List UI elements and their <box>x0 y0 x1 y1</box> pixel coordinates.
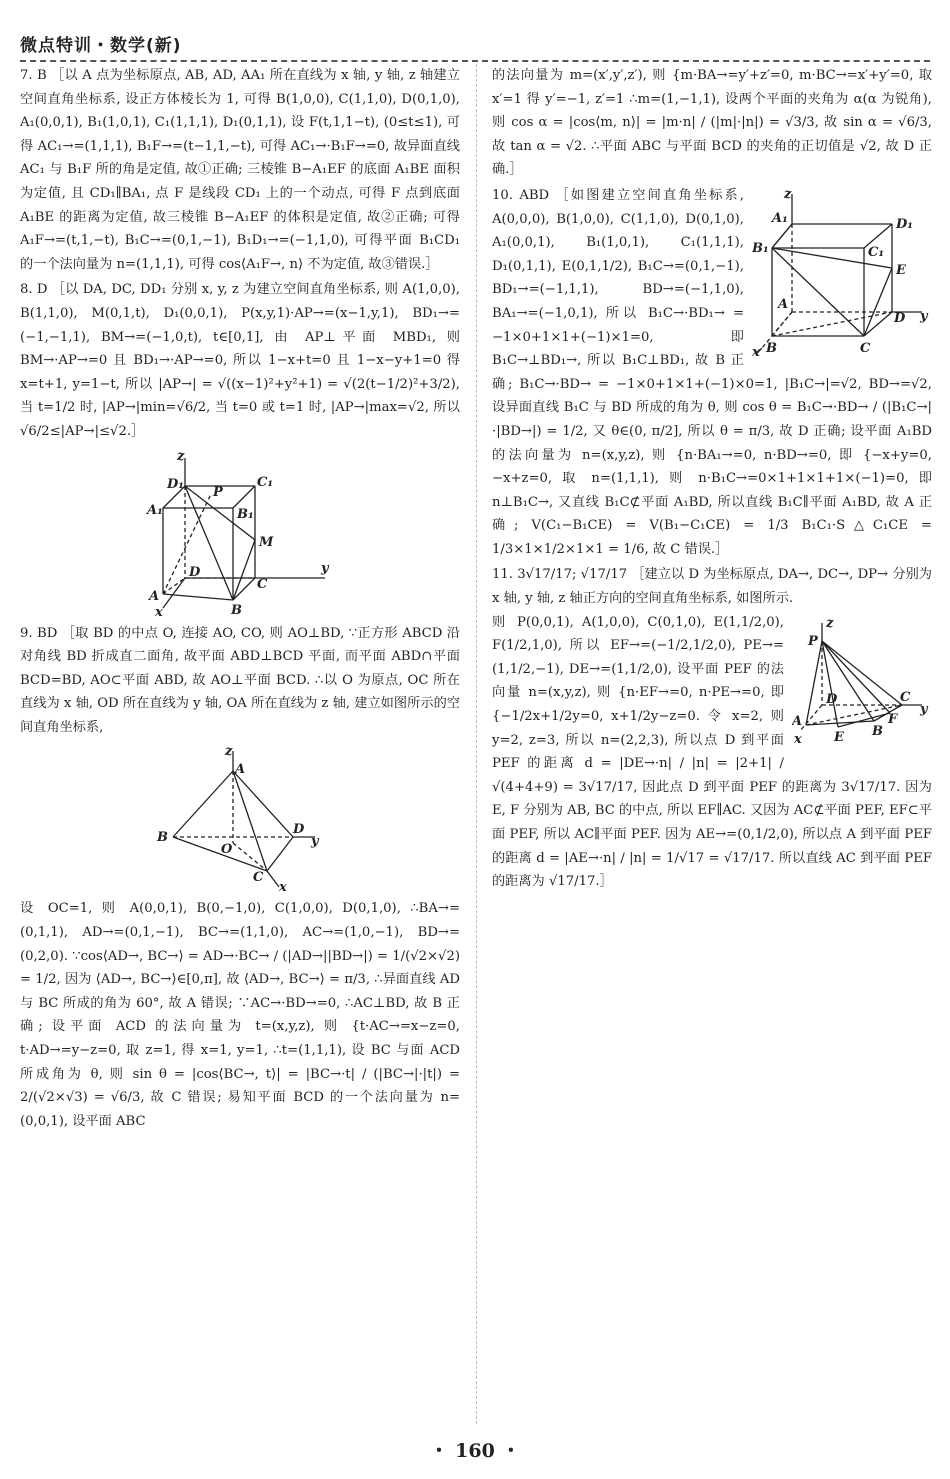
fig8-label-a1: A₁ <box>147 502 163 518</box>
right-column <box>492 64 932 896</box>
fig9-label-d: D <box>293 822 305 838</box>
figure-11-pyramid <box>792 615 932 754</box>
fig8-label-z: z <box>177 448 185 464</box>
answer-11-head: 11. 3√17/17; √17/17 ［建立以 D 为坐标原点, DA→, DC→, DP→ 分别为 x 轴, y 轴, z 轴正方向的空间直角坐标系, 如图所示. <box>492 567 932 607</box>
fig11-label-b: B <box>872 723 883 739</box>
fig11-label-x: x <box>794 731 802 745</box>
fig10-label-x: x <box>752 344 760 358</box>
left-column <box>20 64 460 1135</box>
answer-7 <box>20 64 460 276</box>
fig11-label-p: P <box>808 633 818 649</box>
fig8-label-b1: B₁ <box>237 506 254 522</box>
fig8-label-c: C <box>257 576 268 592</box>
answer-7-text: 7. B ［以 A 点为坐标原点, AB, AD, AA₁ 所在直线为 x 轴, y 轴, z 轴建立空间直角坐标系, 设正方体棱长为 1, 可得 B(1,0,0), C(1,1,0), D(0,1,0), A₁(0,0,1), B₁(1,0,1), C₁(1,1,1), D₁(0,1,1), 设 F(t,1,1−t), (0≤t≤1), 可得 AC₁→=(1,1,1), B₁F→=(t−1,1,−t), 可得 AC₁→·B₁F→=0, 故异面直线 AC₁ 与 B₁F 所的角是定值, 故①正确; 三棱锥 B−A₁EF 的底面 A₁BE 面积为定值, 且 CD₁∥BA₁, 点 F 是线段 CD₁ 上的一个动点, 可得 F 点到底面 A₁BE 的距离为定值, 故三棱锥 B−A₁EF 的体积是定值, 故②正确; 可得 A₁F→=(t,1,−t), B₁C→=(0,1,−1), B₁D₁→=(−1,1,0), 可得平面 B₁CD₁ 的一个法向量为 n=(1,1,1), 可得 cos⟨A₁F→, n⟩ 不为定值, 故③错误.］ <box>20 68 460 272</box>
book-title: 微点特训・数学(新) <box>20 36 182 56</box>
answer-8 <box>20 278 460 443</box>
answer-9 <box>20 622 460 740</box>
fig10-label-b: B <box>766 340 777 356</box>
fig10-label-b1: B₁ <box>752 240 769 256</box>
answer-9c-text: 的法向量为 m=(x′,y′,z′), 则 {m·BA→=y′+z′=0, m·BC→=x′+y′=0, 取 x′=1 得 y′=−1, z′=1 ∴m=(1,−1,1), 设两个平面的夹角为 α(α 为锐角), 则 cos α = |cos⟨m, n⟩| = |m·n| / (|m|·|n|) = √3/3, 故 sin α = √6/3, 故 tan α = √2. ∴平面 ABC 与平面 BCD 的夹角的正切值是 √2, 故 D 正确.］ <box>492 68 932 178</box>
fig9-label-b: B <box>157 830 168 846</box>
page-number: ・ 160 ・ <box>429 1440 521 1462</box>
fig10-label-d: D <box>894 310 906 326</box>
fig10-label-y: y <box>920 308 928 324</box>
fig9-label-y: y <box>311 834 319 850</box>
fig11-label-c: C <box>900 689 911 705</box>
fig9-label-a: A <box>235 762 246 778</box>
fig9-label-z: z <box>225 744 233 760</box>
fig8-label-b: B <box>231 602 242 618</box>
fig10-label-z: z <box>784 187 792 202</box>
answer-11 <box>492 563 932 893</box>
fig10-label-c: C <box>860 340 871 356</box>
answer-10-text: 10. ABD ［如图建立空间直角坐标系, A(0,0,0), B(1,0,0), C(1,1,0), D(0,1,0), A₁(0,0,1), B₁(1,0,1), C₁(1,1,1), D₁(0,1,1), E(0,1,1/2), B₁C→=(0,1,−1), BD₁→=(−1,1,1), BD→=(−1,1,0), BA₁→=(−1,0,1), 所以 B₁C→·BD₁→ = −1×0+1×1+(−1)×1=0, 即 B₁C→⊥BD₁→, 所以 B₁C⊥BD₁, 故 B 正确; B₁C→·BD→ = −1×0+1×1+(−1)×0=1, |B₁C→|=√2, BD→=√2, 设异面直线 B₁C 与 BD 所成的角为 θ, 则 cos θ = B₁C→·BD→ / (|B₁C→|·|BD→|) = 1/2, 又 θ∈(0, π/2], 所以 θ = π/3, 故 D 正确; 设平面 A₁BD 的法向量为 n=(x,y,z), 则 {n·BA₁→=0, n·BD→=0, 即 {−x+y=0, −x+z=0, 取 n=(1,1,1), 则 n·B₁C→=0×1+1×1+1×(−1)=0, 即 n⊥B₁C→, 又直线 B₁C⊄平面 A₁BD, 所以直线 B₁C∥平面 A₁BD, 故 A 正确; V(C₁−B₁CE) = V(B₁−C₁CE) = 1/3 B₁C₁·S△C₁CE = 1/3×1×1/2×1×1 = 1/6, 故 C 错误.］ <box>492 187 932 557</box>
column-divider <box>476 64 477 1424</box>
figure-8-cube <box>20 448 460 618</box>
fig11-label-e: E <box>834 729 844 745</box>
fig8-label-x: x <box>155 604 163 618</box>
fig9-label-c: C <box>253 870 264 886</box>
answer-9-continued <box>20 897 460 1133</box>
fig10-label-c1: C₁ <box>868 244 885 260</box>
fig11-label-y: y <box>920 701 928 717</box>
fig10-label-a1: A₁ <box>772 210 788 226</box>
fig8-label-d1: D₁ <box>167 476 184 492</box>
fig8-label-c1: C₁ <box>257 474 274 490</box>
fig8-label-d: D <box>189 564 201 580</box>
fig8-label-p: P <box>213 484 223 500</box>
figure-10-cube <box>752 188 932 367</box>
fig9-label-x: x <box>279 880 287 894</box>
answer-9-text: 9. BD ［取 BD 的中点 O, 连接 AO, CO, 则 AO⊥BD, ∵正方形 ABCD 沿对角线 BD 折成直二面角, 故平面 ABD⊥BCD 平面, 而平面 ABD∩平面 BCD=BD, AO⊂平面 ABD, 故 AO⊥平面 BCD. ∴以 O 为原点, OC 所在直线为 x 轴, OD 所在直线为 y 轴, OA 所在直线为 z 轴, 建立如图所示的空间直角坐标系, <box>20 625 460 735</box>
fig8-label-m: M <box>259 534 274 550</box>
fig11-label-z: z <box>826 615 834 631</box>
fig8-label-y: y <box>321 560 329 576</box>
fig9-label-o: O <box>221 842 233 858</box>
fig11-label-f: F <box>888 711 898 727</box>
answer-11-text: 则 P(0,0,1), A(1,0,0), C(0,1,0), E(1,1/2,0), F(1/2,1,0), 所以 EF→=(−1/2,1/2,0), PE→=(1,1/2,−1), DE→=(1,1/2,0), 设平面 PEF 的法向量 n=(x,y,z), 则 {n·EF→=0, n·PE→=0, 即 {−1/2x+1/2y=0, x+1/2y−z=0. 令 x=2, 则 y=2, z=3, 所以 n=(2,2,3), 所以点 D 到平面 PEF 的距离 d = |DE→·n| / |n| = |2+1| / √(4+4+9) = 3√17/17, 因此点 D 到平面 PEF 的距离为 3√17/17. 因为 E, F 分别为 AB, BC 的中点, 所以 EF∥AC. 又因为 AC⊄平面 PEF, EF⊂平面 PEF, 所以 AC∥平面 PEF. 因为 AE→=(0,1/2,0), 所以点 A 到平面 PEF 的距离 d = |AE→·n| / |n| = 1/√17 = √17/17. 所以直线 AC 到平面 PEF 的距离为 √17/17.］ <box>492 614 932 890</box>
answer-9-end <box>492 64 932 182</box>
fig10-label-d1: D₁ <box>896 216 913 232</box>
fig11-label-d: D <box>826 691 838 707</box>
figure-9-tetrahedron <box>20 743 460 893</box>
fig10-label-e: E <box>896 262 906 278</box>
fig10-label-a: A <box>778 296 789 312</box>
answer-9b-text: 设 OC=1, 则 A(0,0,1), B(0,−1,0), C(1,0,0), D(0,1,0), ∴BA→=(0,1,1), AD→=(0,1,−1), BC→=(1,1,0), AC→=(1,0,−1), BD→=(0,2,0). ∵cos⟨AD→, BC→⟩ = AD→·BC→ / (|AD→||BD→|) = 1/(√2×√2) = 1/2, 因为 ⟨AD→, BC→⟩∈[0,π], 故 ⟨AD→, BC→⟩ = π/3, ∴异面直线 AD 与 BC 所成的角为 60°, 故 A 错误; ∵AC→·BD→=0, ∴AC⊥BD, 故 B 正确; 设平面 ACD 的法向量为 t=(x,y,z), 则 {t·AC→=x−z=0, t·AD→=y−z=0, 取 z=1, 得 x=1, y=1, ∴t=(1,1,1), 设 BC 与面 ACD 所成角为 θ, 则 sin θ = |cos⟨BC→, t⟩| = |BC→·t| / (|BC→|·|t|) = 2/(√2×√3) = √6/3, 故 C 错误; 易知平面 BCD 的一个法向量为 n=(0,0,1), 设平面 ABC <box>20 901 460 1129</box>
fig11-label-a: A <box>792 713 803 729</box>
answer-8-text: 8. D ［以 DA, DC, DD₁ 分别 x, y, z 为建立空间直角坐标系, 则 A(1,0,0), B(1,1,0), M(0,1,t), D₁(0,0,1), P(x,y,1)·AP→=(x−1,y,1), BD₁→=(−1,−1,1), BM→=(−1,0,t), t∈[0,1], 由 AP⊥平面 MBD₁, 则 BM→·AP→=0 且 BD₁→·AP→=0, 所以 1−x+t=0 且 1−x−y+1=0 得 x=t+1, y=1−t, 所以 |AP→| = √((x−1)²+y²+1) = √(2(t−1/2)²+3/2), 当 t=1/2 时, |AP→|min=√6/2, 当 t=0 或 t=1 时, |AP→|max=√2, 所以 √6/2≤|AP→|≤√2.］ <box>20 282 460 439</box>
answer-10 <box>492 184 932 562</box>
page-header <box>20 32 930 62</box>
fig8-label-a: A <box>149 588 160 604</box>
